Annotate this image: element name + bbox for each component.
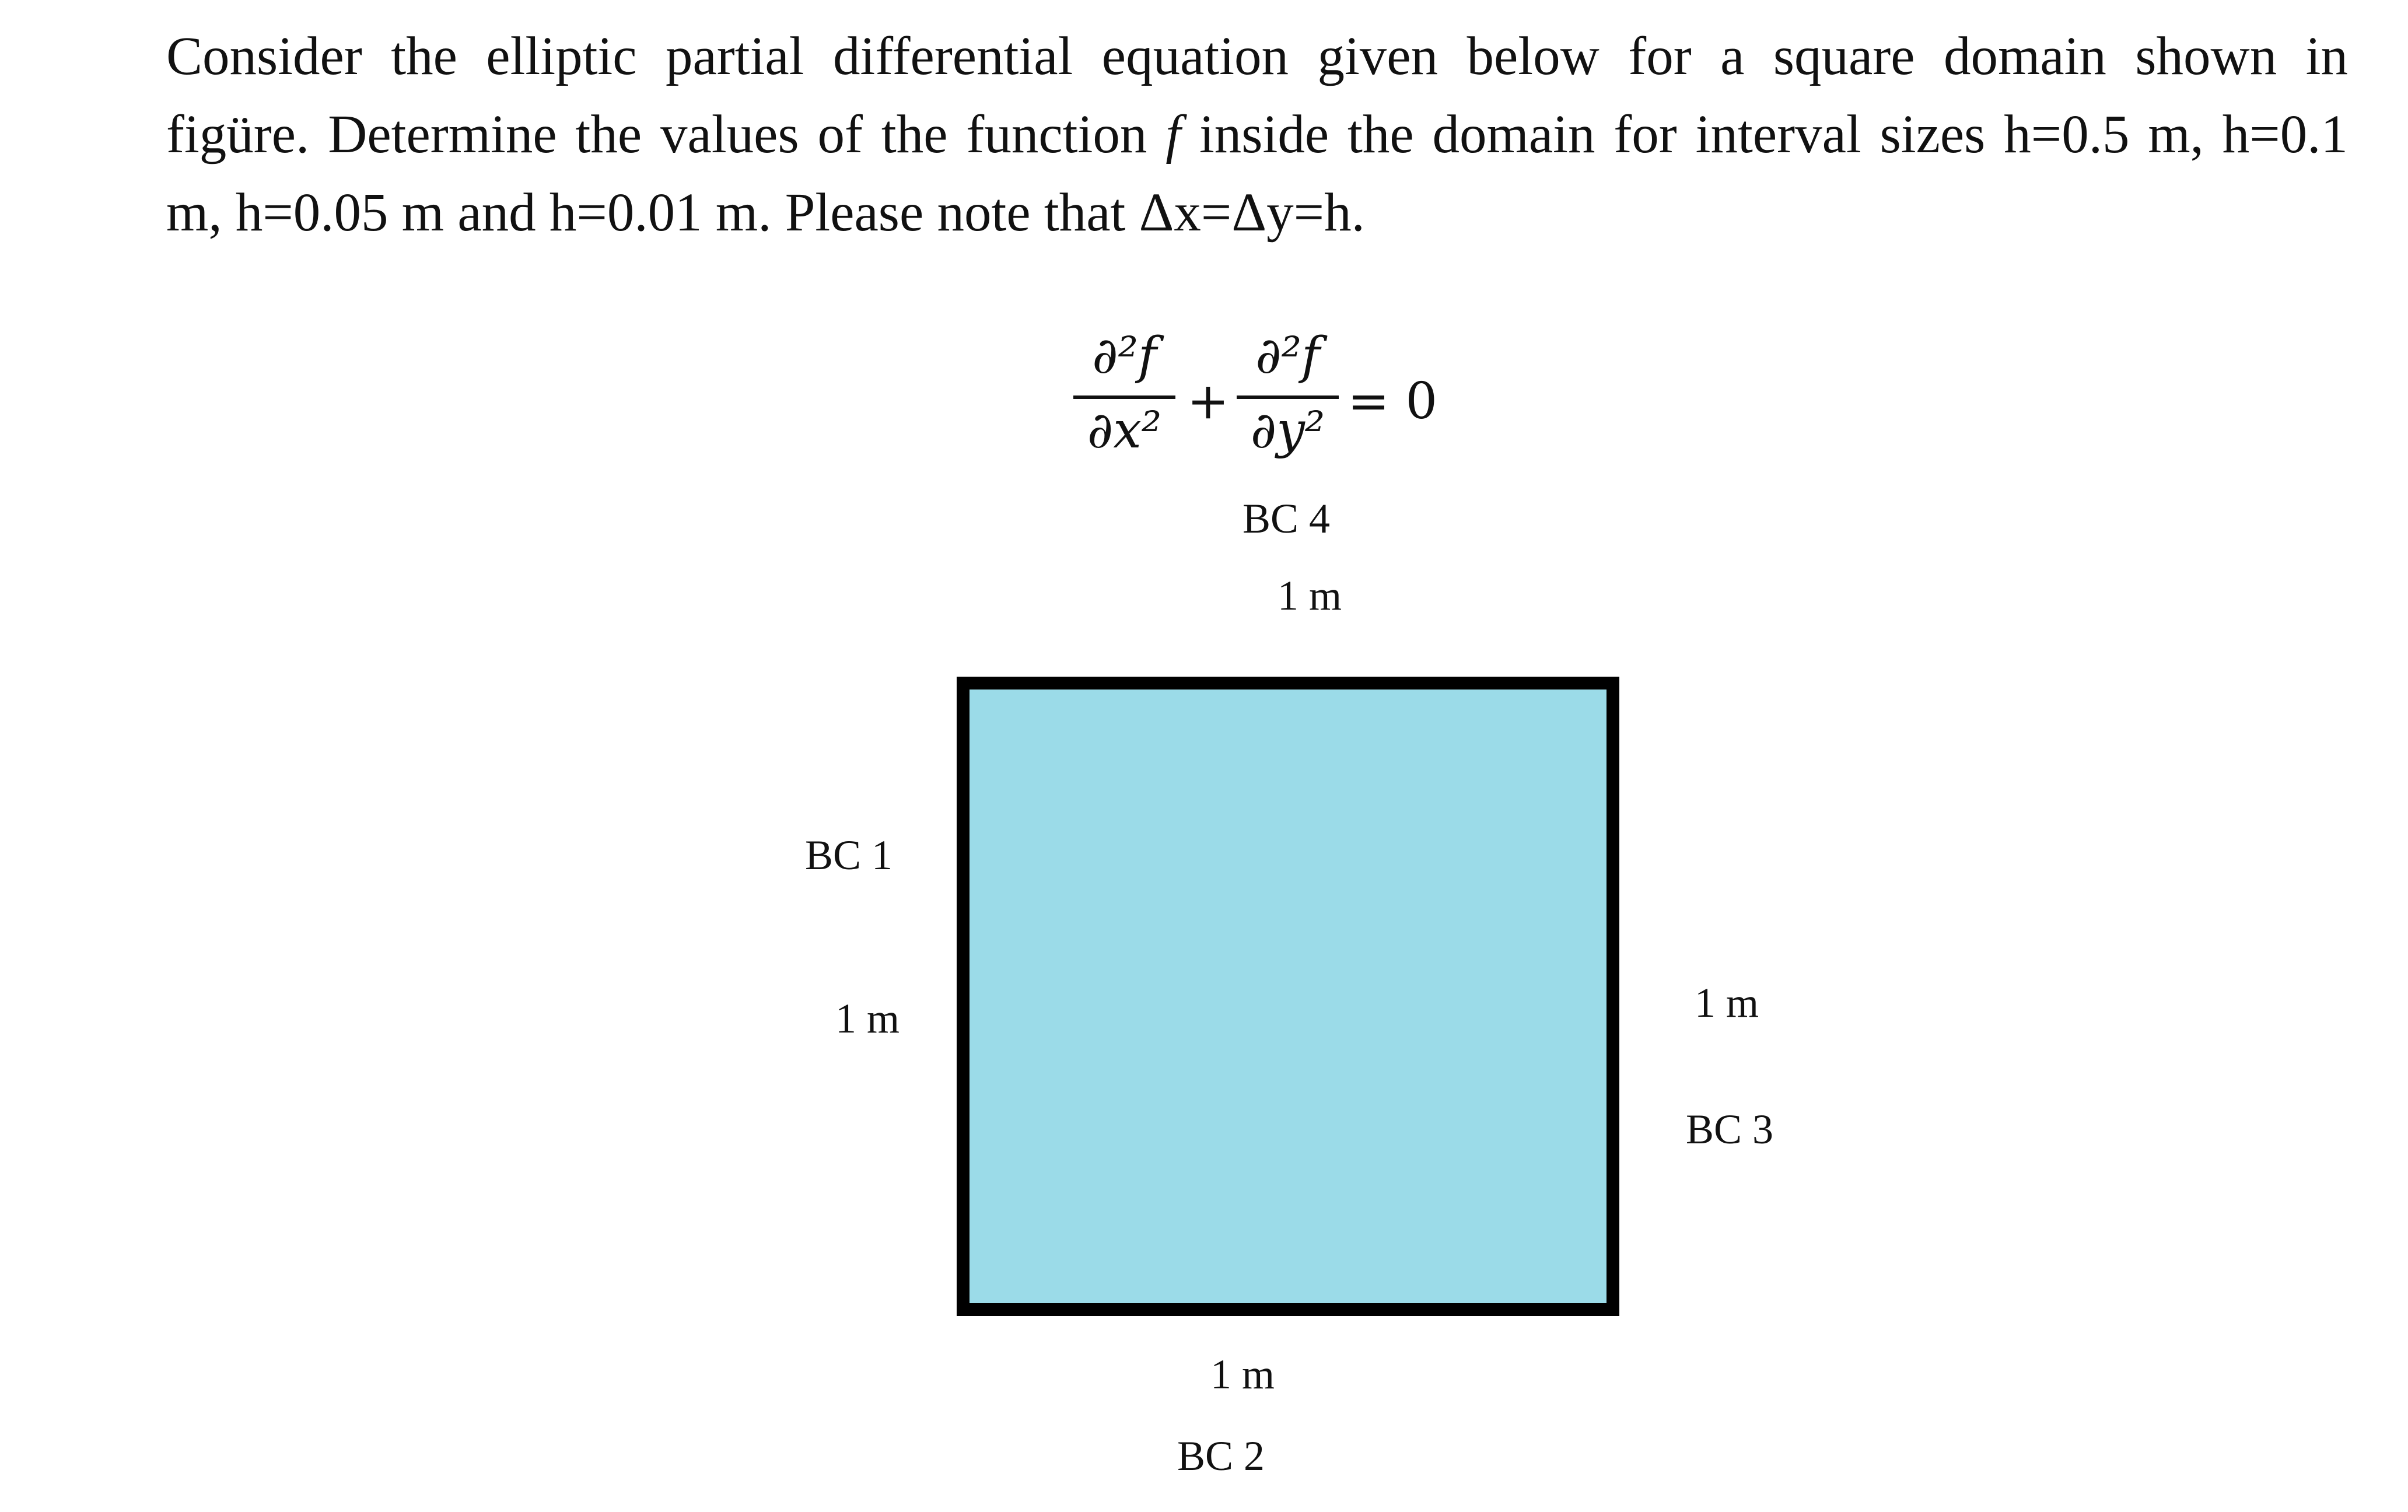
equals-zero: = 0 [1348, 372, 1438, 430]
problem-line-2-end: inside the domain for interval sizes h=0.5 m, h=0.1 [1181, 104, 2348, 164]
function-symbol: f [1166, 104, 1181, 164]
bc-top-label: BC 4 [1242, 495, 1331, 542]
right-length-label: 1 m [1695, 979, 1759, 1026]
denominator-x: ∂x² [1087, 401, 1162, 460]
bc-right-label: BC 3 [1686, 1106, 1774, 1153]
second-derivative-y [1237, 327, 1339, 467]
fraction-bar [1237, 396, 1339, 399]
problem-line-2 [166, 96, 2348, 174]
bottom-length-label: 1 m [1210, 1351, 1275, 1398]
problem-line-3: m, h=0.05 m and h=0.01 m. Please note that Δx=Δy=h. [166, 183, 1365, 243]
problem-line-1: Consider the elliptic partial differential equation given below for a square domain shown in [166, 26, 2348, 86]
problem-line-2-start: figüre. Determine the values of the function [166, 104, 1166, 164]
denominator-y: ∂y² [1250, 401, 1325, 460]
square-domain [957, 677, 1619, 1316]
numerator-x: ∂²f [1092, 327, 1157, 385]
top-length-label: 1 m [1278, 572, 1342, 619]
problem-statement [166, 18, 2348, 252]
fraction-bar [1073, 396, 1175, 399]
plus-sign: + [1187, 372, 1230, 430]
laplace-equation [1073, 327, 1447, 478]
left-length-label: 1 m [835, 995, 900, 1042]
second-derivative-x [1073, 327, 1175, 467]
bc-left-label: BC 1 [805, 832, 893, 878]
numerator-y: ∂²f [1255, 327, 1320, 385]
bc-bottom-label: BC 2 [1177, 1433, 1265, 1479]
